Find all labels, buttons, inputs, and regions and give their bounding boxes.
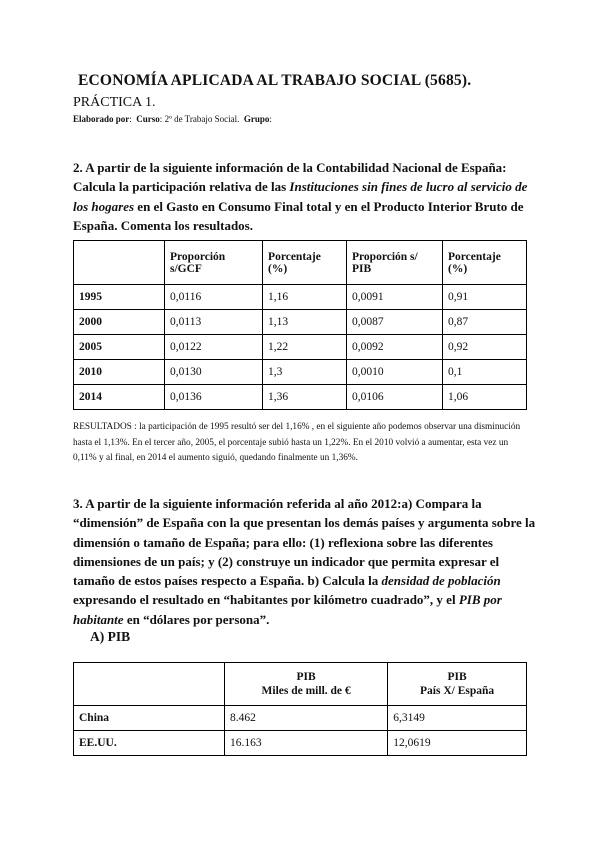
year-cell: 1995 bbox=[74, 285, 165, 310]
curso-label: Curso bbox=[136, 114, 160, 124]
year-cell: 2014 bbox=[74, 385, 165, 410]
year-cell: 2000 bbox=[74, 310, 165, 335]
table-cell: 0,0087 bbox=[347, 310, 443, 335]
table-cell: 0,0130 bbox=[165, 360, 263, 385]
q2-text-2: en el Gasto en Consumo Final total y en el Producto Interior Bruto de España. Comenta los resultados. bbox=[73, 198, 524, 233]
header-cell bbox=[388, 663, 527, 706]
header-cell bbox=[74, 241, 165, 285]
table-cell: 1,36 bbox=[263, 385, 347, 410]
header-cell: Proporción s/ PIB bbox=[347, 241, 443, 285]
table-cell: 0,92 bbox=[443, 335, 527, 360]
table-cell: 1,16 bbox=[263, 285, 347, 310]
table-row bbox=[74, 335, 527, 360]
results-paragraph: RESULTADOS : la participación de 1995 resultó ser del 1,16% , en el siguiente año podemos observar una disminución hasta el 1,13%. En el tercer año, 2005, el porcentaje subió hasta un 1,22%. En el 2010 volvió a aumentar, esta vez un 0,11% y al final, en 2014 el aumento siguió, quedando finalmente un 1,36%. bbox=[73, 422, 521, 464]
table-cell: 16.163 bbox=[225, 731, 388, 756]
table-header-row bbox=[74, 241, 527, 285]
table-cell: 0,0091 bbox=[347, 285, 443, 310]
table-cell: 0,0113 bbox=[165, 310, 263, 335]
header-cell: Porcentaje (%) bbox=[443, 241, 527, 285]
table-participation bbox=[73, 240, 527, 410]
q3-italic-1: densidad de población bbox=[381, 573, 501, 589]
table-cell: 0,0136 bbox=[165, 385, 263, 410]
header-line: PIB bbox=[447, 671, 467, 683]
table-cell: 1,22 bbox=[263, 335, 347, 360]
table-cell: 0,87 bbox=[443, 310, 527, 335]
header-cell-empty bbox=[74, 663, 225, 706]
q3-text-1: 3. A partir de la siguiente información referida al año 2012:a) Compara la “dimensión” de España con la que presentan los demás países y argumenta sobre la dimensión o tamaño de España; para ello: (1) reflexiona sobre las diferentes dimensiones de un país; y (2) construye un indicador que permita expresar el tamaño de estos países respecto a España. b) Calcula la bbox=[73, 496, 536, 589]
table-cell: 0,0010 bbox=[347, 360, 443, 385]
year-cell: 2005 bbox=[74, 335, 165, 360]
table-header-row bbox=[74, 663, 527, 706]
question-3 bbox=[73, 494, 539, 629]
header-cell: Porcentaje (%) bbox=[263, 241, 347, 285]
table-cell: 1,13 bbox=[263, 310, 347, 335]
header-line: Miles de mill. de € bbox=[261, 685, 351, 697]
table-cell: 0,1 bbox=[443, 360, 527, 385]
q2-text-1: 2. A partir de la siguiente información de la Contabilidad Nacional de España: Calcula la participación relativa de las bbox=[73, 160, 507, 195]
table-row bbox=[74, 731, 527, 756]
q3-text-2: expresando el resultado en “habitantes por kilómetro cuadrado”, y el bbox=[73, 592, 459, 608]
table-row bbox=[74, 706, 527, 731]
q2-italic: Instituciones sin fines de lucro al servicio de los hogares bbox=[73, 179, 528, 214]
table-row bbox=[74, 285, 527, 310]
table-cell: 0,91 bbox=[443, 285, 527, 310]
q3-text-3: en “dólares por persona”. bbox=[123, 611, 270, 627]
table-cell: 12,0619 bbox=[388, 731, 527, 756]
elaborado-label: Elaborado por bbox=[73, 114, 130, 124]
header-cell: Proporción s/GCF bbox=[165, 241, 263, 285]
table-cell: 6,3149 bbox=[388, 706, 527, 731]
country-cell: China bbox=[74, 706, 225, 731]
table-cell: 0,0106 bbox=[347, 385, 443, 410]
table-pib bbox=[73, 662, 527, 756]
curso-value: 2º de Trabajo Social. bbox=[164, 114, 240, 124]
header-line: País X/ España bbox=[420, 685, 495, 697]
author-meta: Elaborado por: Curso: 2º de Trabajo Social. Grupo: bbox=[73, 114, 272, 124]
header-cell bbox=[225, 663, 388, 706]
document-title: ECONOMÍA APLICADA AL TRABAJO SOCIAL (5685). bbox=[78, 72, 472, 89]
table-row bbox=[74, 360, 527, 385]
question-2 bbox=[73, 158, 543, 235]
table-cell: 1,3 bbox=[263, 360, 347, 385]
table-cell: 0,0122 bbox=[165, 335, 263, 360]
section-a-heading: A) PIB bbox=[90, 629, 131, 644]
header-line: PIB bbox=[296, 671, 316, 683]
table-row bbox=[74, 310, 527, 335]
table-row bbox=[74, 385, 527, 410]
practice-label: PRÁCTICA 1. bbox=[73, 95, 156, 110]
table-cell: 0,0116 bbox=[165, 285, 263, 310]
grupo-label: Grupo bbox=[243, 114, 270, 124]
table-cell: 8.462 bbox=[225, 706, 388, 731]
year-cell: 2010 bbox=[74, 360, 165, 385]
table-cell: 1,06 bbox=[443, 385, 527, 410]
q3-italic-2: PIB por habitante bbox=[73, 592, 502, 627]
country-cell: EE.UU. bbox=[74, 731, 225, 756]
table-cell: 0,0092 bbox=[347, 335, 443, 360]
